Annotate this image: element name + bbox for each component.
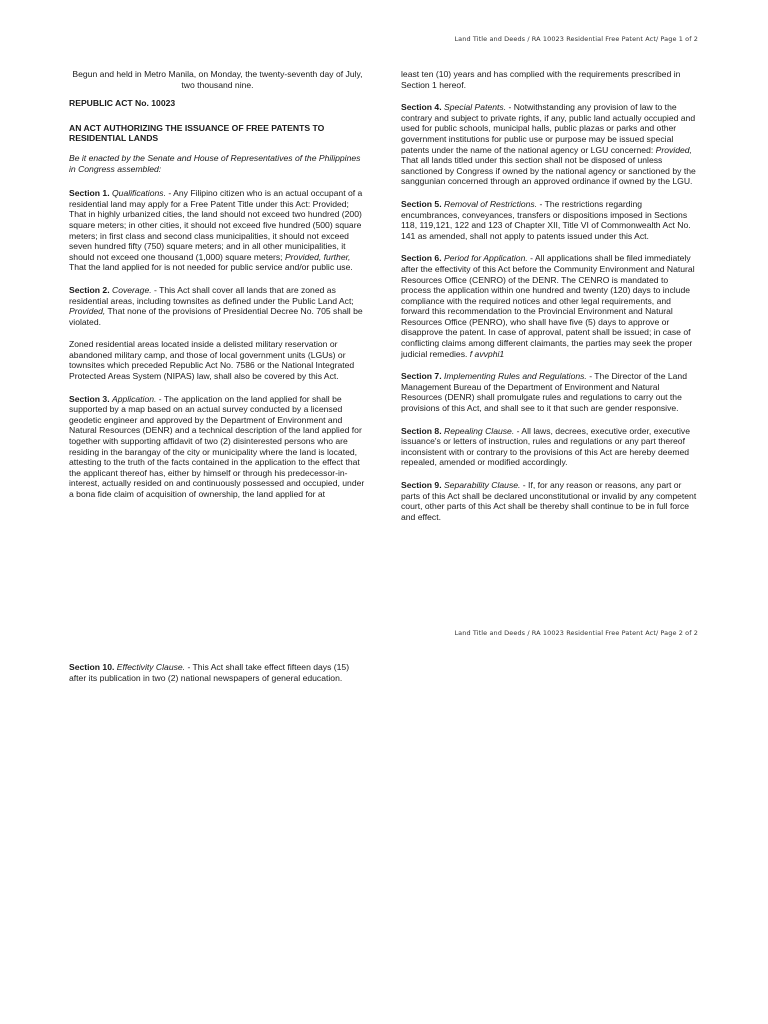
section-2-text-cont: That none of the provisions of Presidential Decree No. 705 shall be violated. [69,306,363,327]
section-9-text: - If, for any reason or reasons, any part or parts of this Act shall be declared unconstitutional or invalid by any competent court, other parts of this Act shall be thereby shall continue to be in full force and effect. [401,480,697,522]
section-6 [401,253,699,359]
section-2-proviso: Provided, [69,306,106,317]
begun-statement [69,69,366,90]
section-4-proviso: Provided, [655,144,692,155]
section-1-label: Section 1. [69,188,110,199]
section-6-text: - All applications shall be filed immediately after the effectivity of this Act before the Community Environment and Natural Resources Office (CENRO) of the DENR. The CENRO is mandated to process the application within one hundred and twenty (120) days to include compliance with the required notices and other legal requirements, and forward this recommendation to the Provincial Environment and Natural Resources Office (PENRO), who shall have five (5) days to approve or disapprove the patent. In case of approval, patent shall be issued; in case of conflicting claims among different claimants, the parties may seek the proper judicial remedies. [401,253,695,359]
section-4-text-cont: That all lands titled under this section shall not be disposed of unless sanctioned by Congress if owned by the national agency or sanctioned by the sanggunian concerned through an approved ordinance if owned by the LGU. [401,155,696,187]
page-2-header: Land Title and Deeds / RA 10023 Residential Free Patent Act/ Page 2 of 2 [454,629,698,637]
section-9-title: Separability Clause. [443,480,521,490]
page-2-column [69,662,366,694]
left-column [69,69,366,510]
section-1-text-cont: That the land applied for is not needed for public service and/or public use. [69,262,353,273]
begun-line-2: two thousand nine. [181,79,254,90]
section-10-label: Section 10. [69,662,115,672]
section-10 [69,662,366,683]
section-8-label: Section 8. [401,425,442,436]
section-3-continuation: least ten (10) years and has complied with the requirements prescribed in Section 1 hereof. [401,69,681,90]
section-3-label: Section 3. [69,393,110,404]
section-8-text: - All laws, decrees, executive order, executive issuance's or letters of instruction, rules and regulations or any part thereof inconsistent with or contrary to the provisions of this Act are hereby deemed repealed, amended or modified accordingly. [401,425,690,468]
begun-line-1: Begun and held in Metro Manila, on Monday, the twenty-seventh day of July, [72,69,363,79]
section-10-title: Effectivity Clause. [116,662,186,672]
section-6-title: Period for Application. [443,253,528,264]
section-5-text: - The restrictions regarding encumbrances, conveyances, transfers or dispositions imposed in Sections 118, 119,121, 122 and 123 of Chapter XII, Title VI of Commonwealth Act No. 141 as amended, shall not apply to patents issued under this Act. [401,198,691,241]
section-9-label: Section 9. [401,480,442,490]
section-6-tail: f avvphi1 [469,348,505,359]
section-7-title: Implementing Rules and Regulations. [443,371,587,382]
section-7-label: Section 7. [401,371,442,382]
section-7 [401,371,699,413]
section-4-text: - Notwithstanding any provision of law to the contrary and subject to private rights, if any, public land actually occupied and used for public schools, municipal halls, public plazas or parks and other government institutions for public use or purpose may be issued special patents under the name of the national agency or LGU concerned: [401,102,696,155]
section-5-label: Section 5. [401,198,442,209]
section-2-title: Coverage. [111,284,152,295]
zoned-areas-paragraph: Zoned residential areas located inside a delisted military reservation or abandoned military camp, and those of local government units (LGUs) or townsites which preceded Republic Act No. 7586 or the National Integrated Protected Areas System (NIPAS) law, shall also be covered by this Act. [69,339,355,382]
enacting-clause: Be it enacted by the Senate and House of Representatives of the Philippines in Congress assembled: [69,152,361,174]
right-column [401,69,699,533]
section-8 [401,426,699,468]
section-4 [401,102,699,187]
republic-act-number: REPUBLIC ACT No. 10023 [69,98,176,109]
section-1 [69,188,366,273]
section-1-text: - Any Filipino citizen who is an actual occupant of a residential land may apply for a Free Patent Title under this Act: Provided; That in highly urbanized cities, the land should not exceed two hundred (200) square meters; in other cities, it should not exceed five hundred (500) square meters; in first class and second class municipalities, it should not exceed seven hundred fifty (750) square meters; and in all other municipalities, it should not exceed one thousand (1,000) square meters; [69,188,363,262]
section-10-text: - This Act shall take effect fifteen days (15) after its publication in two (2) national newspapers of general education. [69,662,350,683]
section-2-label: Section 2. [69,284,110,295]
section-2-text: - This Act shall cover all lands that are zoned as residential areas, including townsites as defined under the Public Land Act; [69,284,354,306]
act-title: AN ACT AUTHORIZING THE ISSUANCE OF FREE PATENTS TO RESIDENTIAL LANDS [69,122,325,144]
section-4-label: Section 4. [401,102,442,113]
section-1-title: Qualifications. [111,188,166,199]
section-8-title: Repealing Clause. [443,425,515,436]
section-6-label: Section 6. [401,253,442,264]
section-3-title: Application. [111,393,157,404]
section-4-title: Special Patents. [443,102,507,113]
section-3-text: - The application on the land applied for shall be supported by a map based on an actual survey conducted by a licensed geodetic engineer and approved by the Department of Environment and Natural Resources (DENR) and a technical description of the land applied for together with supporting affidavit of two (2) disinterested persons who are residing in the barangay of the city or municipality where the land is located, attesting to the truth of the facts contained in the application to the effect that the applicant thereof has, either by himself or through his predecessor-in-interest, actually resided on and continuously possessed and occupied, under a bona fide claim of acquisition of ownership, the land applied for at [69,393,365,499]
section-7-text: - The Director of the Land Management Bureau of the Department of Environment and Natural Resources (DENR) shall promulgate rules and regulations to carry out the provisions of this Act, and shall see to it that such are gender responsive. [401,371,687,414]
section-5 [401,199,699,241]
section-3 [69,394,366,500]
section-2 [69,285,366,327]
section-9 [401,480,699,522]
page-1-header: Land Title and Deeds / RA 10023 Residential Free Patent Act/ Page 1 of 2 [454,35,698,43]
section-5-title: Removal of Restrictions. [443,198,538,209]
section-1-proviso: Provided, further, [284,251,351,262]
